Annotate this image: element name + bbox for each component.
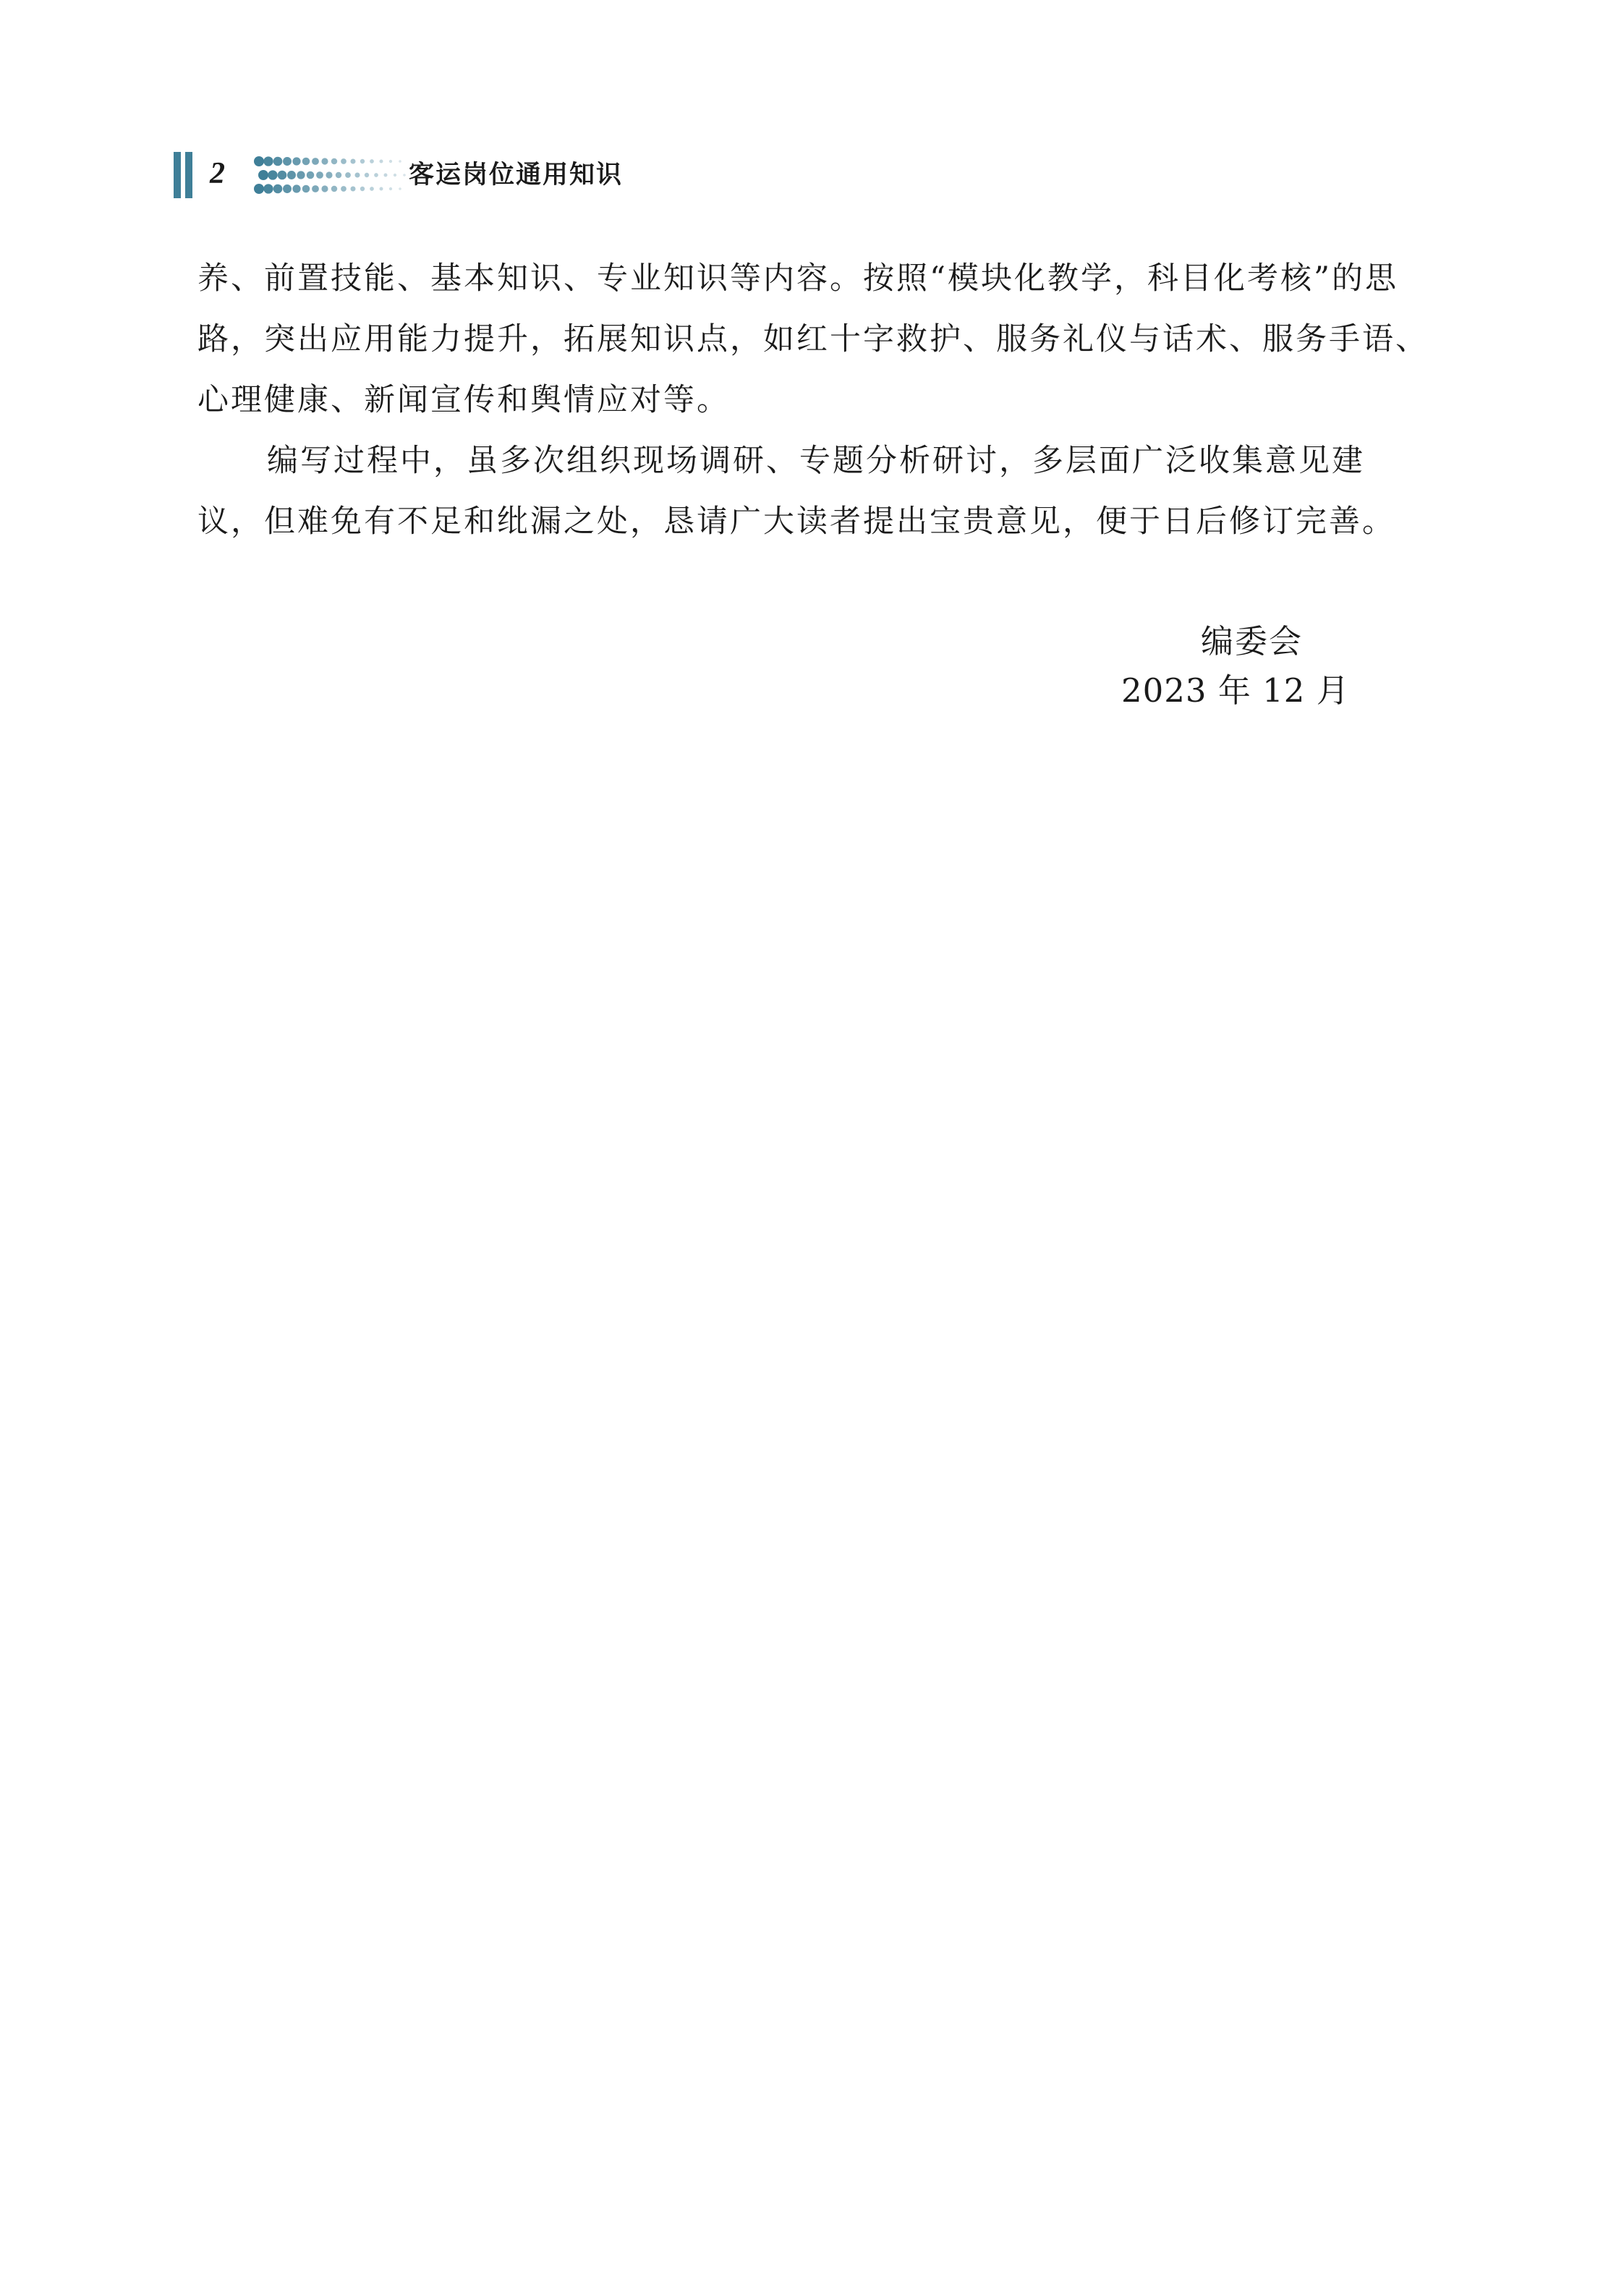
decorative-dot bbox=[258, 170, 268, 180]
decorative-dot bbox=[254, 156, 264, 166]
header-accent-bar bbox=[185, 152, 192, 198]
running-title: 客运岗位通用知识 bbox=[409, 161, 624, 190]
decorative-dot bbox=[273, 184, 283, 194]
decorative-dot bbox=[302, 185, 310, 193]
signature-block bbox=[1121, 617, 1367, 715]
decorative-dot bbox=[331, 186, 337, 192]
running-header bbox=[174, 152, 680, 198]
paragraph-line: 议，但难免有不足和纰漏之处，恳请广大读者提出宝贵意见，便于日后修订完善。 bbox=[197, 504, 1395, 540]
decorative-dot bbox=[380, 160, 383, 163]
decorative-dot bbox=[350, 158, 355, 163]
decorative-dot bbox=[389, 187, 392, 190]
decorative-dot bbox=[273, 157, 283, 166]
decorative-dot bbox=[263, 156, 273, 166]
decorative-dot bbox=[268, 170, 277, 179]
decorative-dot bbox=[341, 186, 347, 192]
decorative-dot bbox=[331, 158, 337, 164]
body-text bbox=[197, 248, 1440, 552]
decorative-dot bbox=[365, 173, 369, 177]
decorative-dot bbox=[360, 187, 365, 191]
decorative-dot bbox=[307, 171, 315, 179]
decorative-dot bbox=[297, 171, 305, 179]
decorative-dot bbox=[316, 171, 323, 179]
decorative-dot bbox=[403, 174, 406, 177]
decorative-dot bbox=[389, 160, 392, 163]
header-accent-bar bbox=[174, 152, 181, 198]
decorative-dot bbox=[380, 187, 383, 191]
decorative-dot bbox=[292, 157, 300, 165]
decorative-dot bbox=[336, 172, 341, 178]
decorative-dot bbox=[287, 171, 296, 179]
decorative-dot bbox=[302, 158, 310, 166]
decorative-dot bbox=[292, 184, 300, 192]
decorative-dot bbox=[399, 160, 401, 163]
decorative-dot bbox=[254, 184, 264, 194]
decorative-dot bbox=[326, 171, 332, 178]
decorative-dot bbox=[370, 159, 374, 163]
decorative-dot bbox=[399, 187, 401, 190]
decorative-dot bbox=[283, 184, 292, 193]
decorative-dot bbox=[321, 185, 328, 192]
dot-pattern-decoration bbox=[252, 153, 418, 198]
decorative-dot bbox=[370, 187, 374, 191]
paragraph-line: 养、前置技能、基本知识、专业知识等内容。按照“模块化教学，科目化考核”的思 bbox=[197, 260, 1398, 297]
decorative-dot bbox=[360, 159, 365, 163]
page-number: 2 bbox=[210, 157, 225, 190]
decorative-dot bbox=[341, 158, 347, 164]
decorative-dot bbox=[263, 184, 273, 193]
signature-date: 2023 年 12 月 bbox=[1121, 671, 1350, 710]
decorative-dot bbox=[312, 185, 319, 192]
decorative-dot bbox=[312, 158, 319, 165]
signature-organization: 编委会 bbox=[1201, 622, 1304, 660]
decorative-dot bbox=[350, 186, 355, 191]
decorative-dot bbox=[283, 157, 292, 166]
paragraph-line: 心理健康、新闻宣传和舆情应对等。 bbox=[197, 382, 730, 418]
decorative-dot bbox=[345, 172, 351, 178]
paragraph-line: 路，突出应用能力提升，拓展知识点，如红十字救护、服务礼仪与话术、服务手语、 bbox=[197, 321, 1429, 357]
decorative-dot bbox=[321, 158, 328, 164]
paragraph-line: 编写过程中，虽多次组织现场调研、专题分析研讨，多层面广泛收集意见建 bbox=[267, 443, 1365, 479]
decorative-dot bbox=[394, 174, 396, 177]
decorative-dot bbox=[384, 174, 388, 177]
decorative-dot bbox=[278, 171, 287, 180]
decorative-dot bbox=[374, 173, 378, 177]
decorative-dot bbox=[354, 172, 360, 177]
